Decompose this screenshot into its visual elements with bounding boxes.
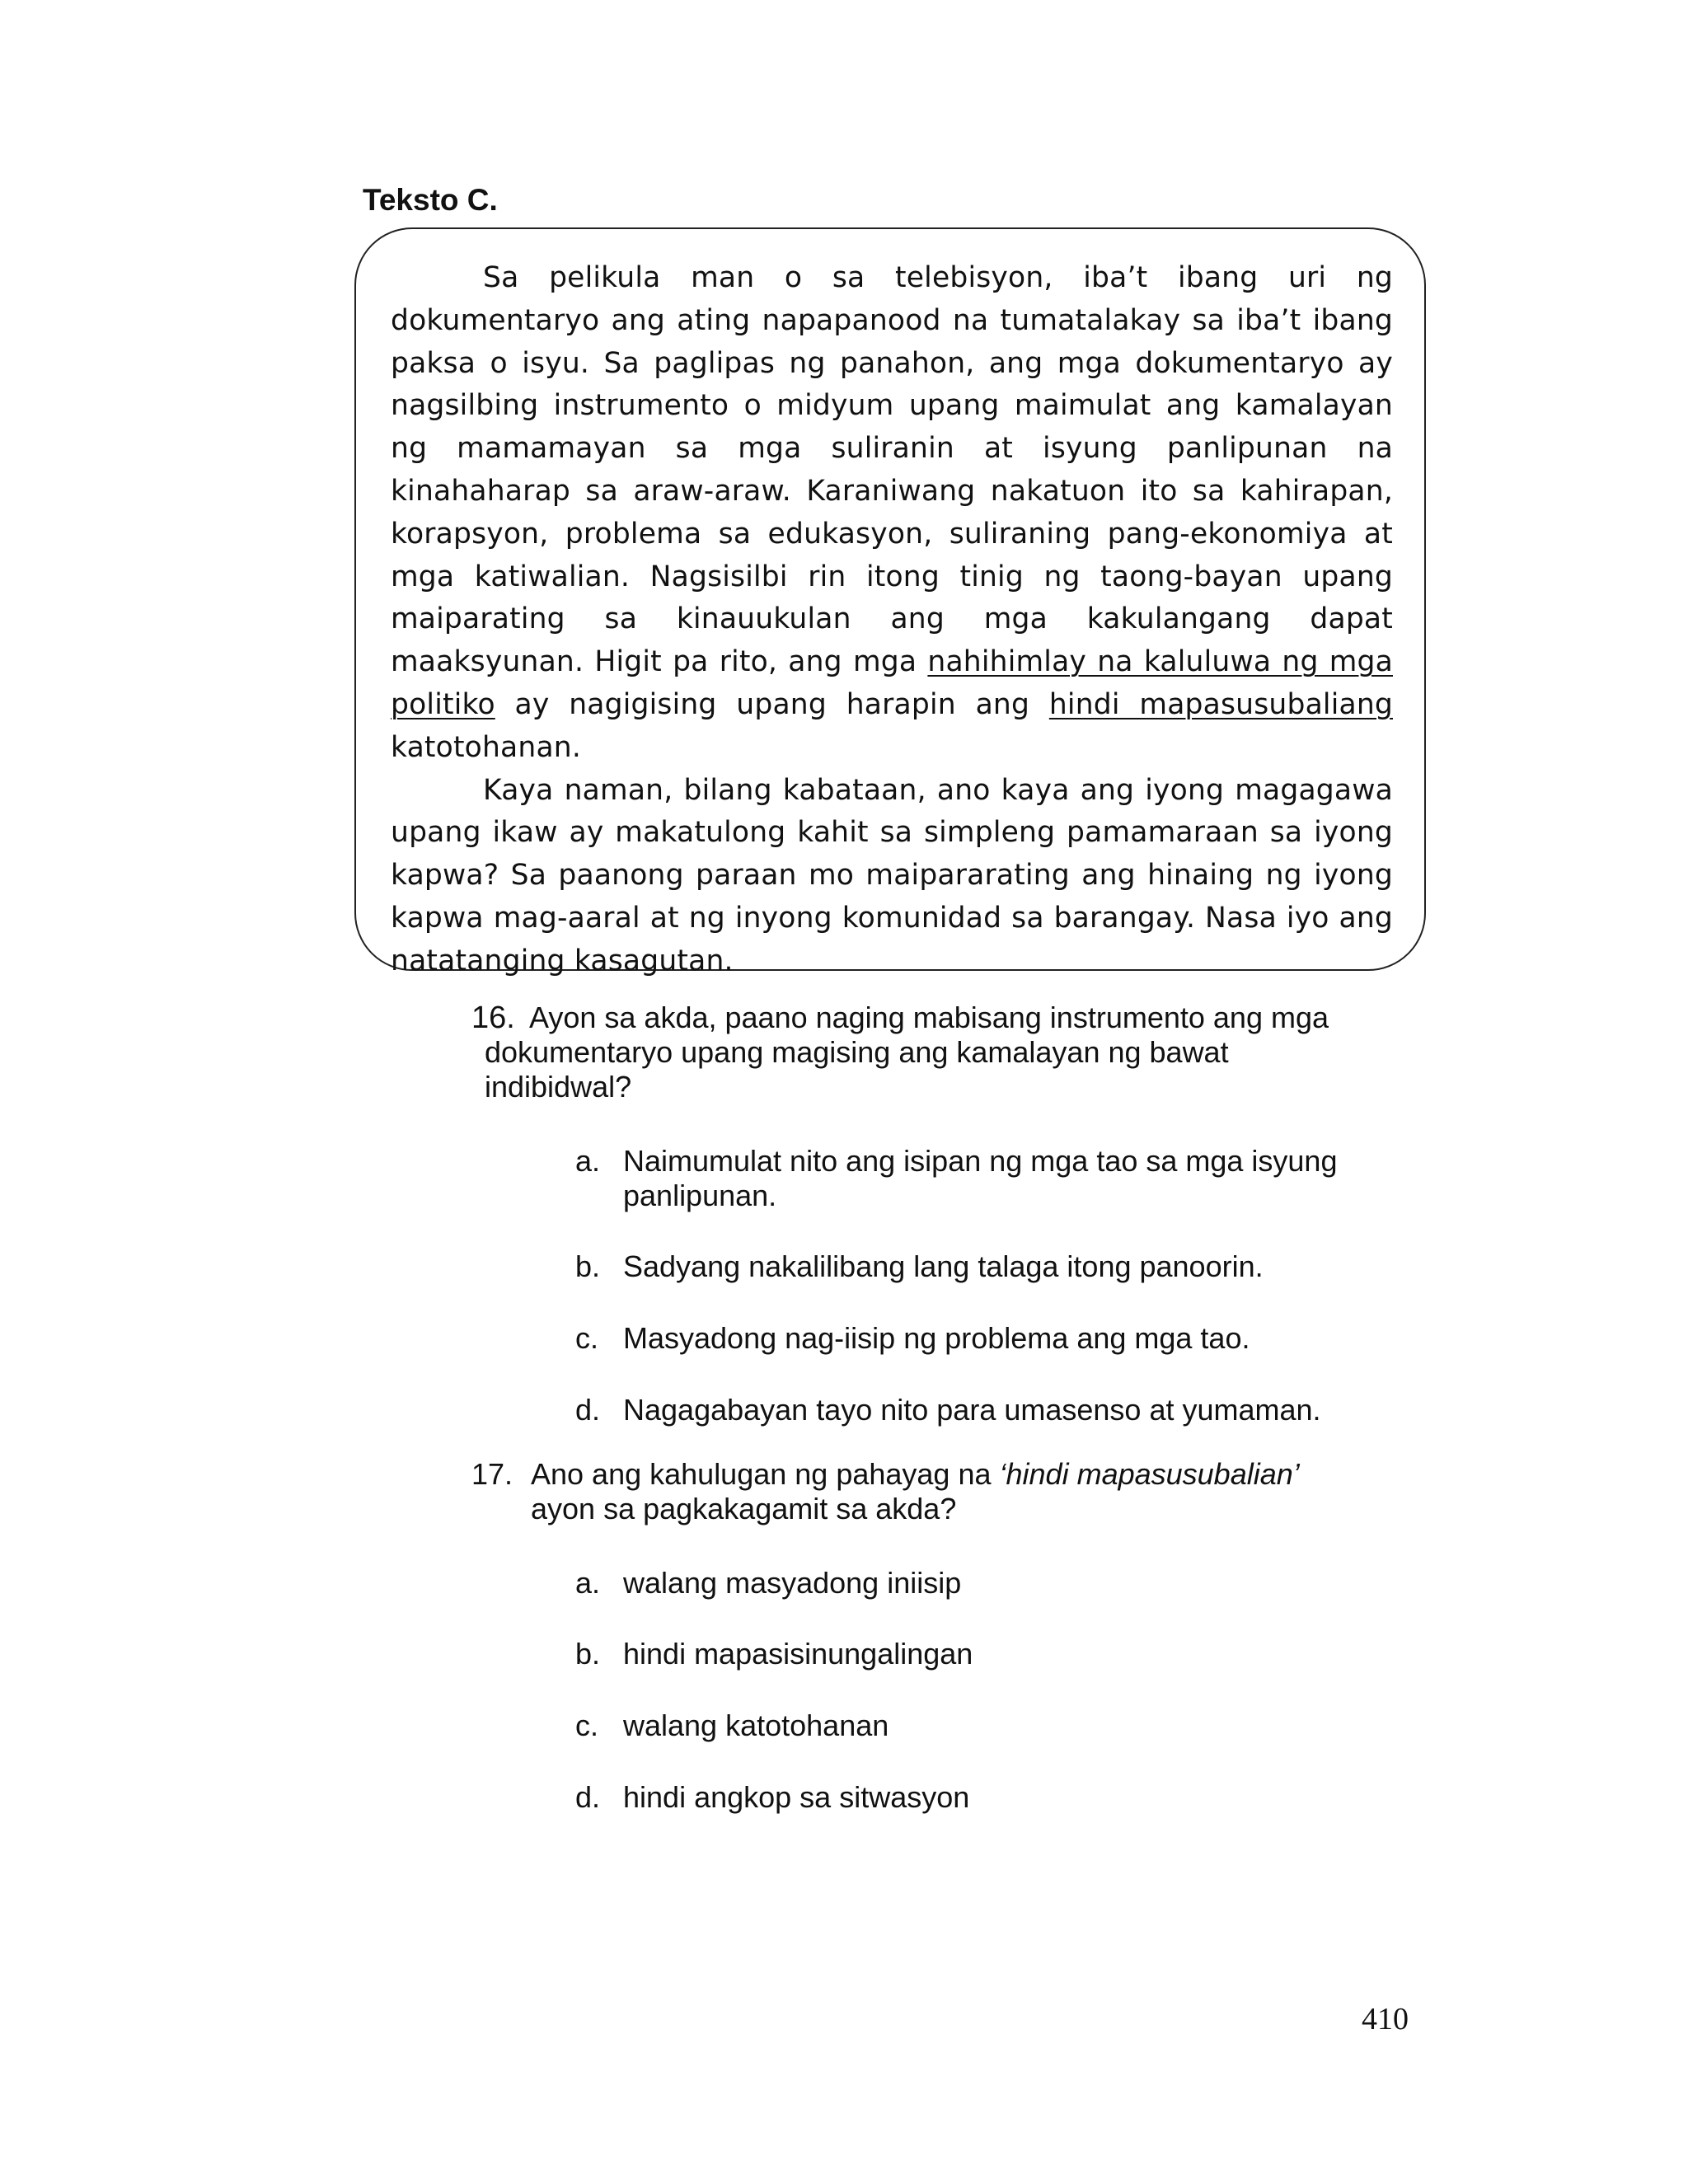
option-letter: c. [575, 1708, 599, 1742]
section-title: Teksto C. [363, 183, 498, 217]
option-17d[interactable] [575, 1780, 1400, 1815]
question-italic-phrase: ‘hindi mapasusubalian’ [999, 1457, 1300, 1491]
option-text: Masyadong nag-iisip ng problema ang mga tao. [623, 1321, 1250, 1355]
underlined-phrase: hindi mapasusubaliang [1048, 687, 1393, 721]
option-text: panlipunan. [623, 1179, 777, 1212]
option-17a[interactable] [575, 1566, 1400, 1601]
question-16 [471, 1001, 1378, 1104]
option-text: hindi angkop sa sitwasyon [623, 1780, 970, 1814]
question-text: Ayon sa akda, paano naging mabisang instrumento ang mga [529, 1001, 1329, 1034]
passage-text: katotohanan. [391, 730, 582, 764]
option-letter: d. [575, 1780, 601, 1814]
option-16a[interactable] [575, 1144, 1400, 1213]
option-text: Sadyang nakalilibang lang talaga itong panoorin. [623, 1249, 1264, 1283]
question-number: 17. [471, 1457, 513, 1491]
option-17b[interactable] [575, 1637, 1400, 1671]
question-text: dokumentaryo upang magising ang kamalayan ng bawat [485, 1035, 1229, 1069]
passage-text: Sa pelikula man o sa telebisyon, iba’t ibang uri ng dokumentaryo ang ating napapanood na tumatalakay sa iba’t ibang paksa o isyu. Sa paglipas ng panahon, ang mga dokumentaryo ay nagsilbing instrumento o midyum upang maimulat ang kamalayan ng mamamayan sa mga suliranin at isyung panlipunan na kinahaharap sa araw-araw. Karaniwang nakatuon ito sa kahirapan, korapsyon, problema sa edukasyon, suliraning pang-ekonomiya at mga katiwalian. Nagsisilbi rin itong tinig ng taong-bayan upang maiparating sa kinauukulan ang mga kakulangang dapat maaksyunan. Higit pa rito, ang mga [391, 261, 1393, 679]
option-letter: a. [575, 1144, 601, 1178]
option-letter: b. [575, 1249, 601, 1283]
question-17 [471, 1457, 1378, 1526]
option-text: walang katotohanan [623, 1708, 889, 1742]
option-16c[interactable] [575, 1321, 1400, 1356]
option-text: Nagagabayan tayo nito para umasenso at yumaman. [623, 1393, 1321, 1427]
option-letter: b. [575, 1637, 601, 1671]
page-number: 410 [1362, 2002, 1409, 2036]
option-letter: d. [575, 1393, 601, 1427]
passage-box [354, 227, 1426, 977]
underlined-phrase: nahihimlay na kaluluwa ng mga politiko [391, 645, 1393, 721]
passage-text: ay nagigising upang harapin ang [514, 687, 1030, 721]
passage-paragraph-1 [391, 257, 1393, 770]
option-letter: c. [575, 1321, 599, 1355]
option-16d[interactable] [575, 1393, 1400, 1427]
question-text: Ano ang kahulugan ng pahayag na [531, 1457, 992, 1491]
question-number: 16. [471, 1001, 515, 1035]
option-16b[interactable] [575, 1249, 1400, 1284]
option-text: hindi mapasisinungalingan [623, 1637, 973, 1671]
option-text: Naimumulat nito ang isipan ng mga tao sa mga isyung [623, 1144, 1338, 1178]
option-letter: a. [575, 1566, 601, 1600]
option-text: walang masyadong iniisip [623, 1566, 962, 1600]
question-text: indibidwal? [485, 1070, 632, 1104]
passage-paragraph-2: Kaya naman, bilang kabataan, ano kaya ang iyong magagawa upang ikaw ay makatulong kahit sa simpleng pamamaraan sa iyong kapwa? Sa paanong paraan mo maipararating ang hinaing ng iyong kapwa mag-aaral at ng inyong komunidad sa barangay. Nasa iyo ang natatanging kasagutan. [391, 773, 1393, 977]
question-text: ayon sa pagkakagamit sa akda? [531, 1492, 957, 1526]
option-17c[interactable] [575, 1708, 1400, 1743]
